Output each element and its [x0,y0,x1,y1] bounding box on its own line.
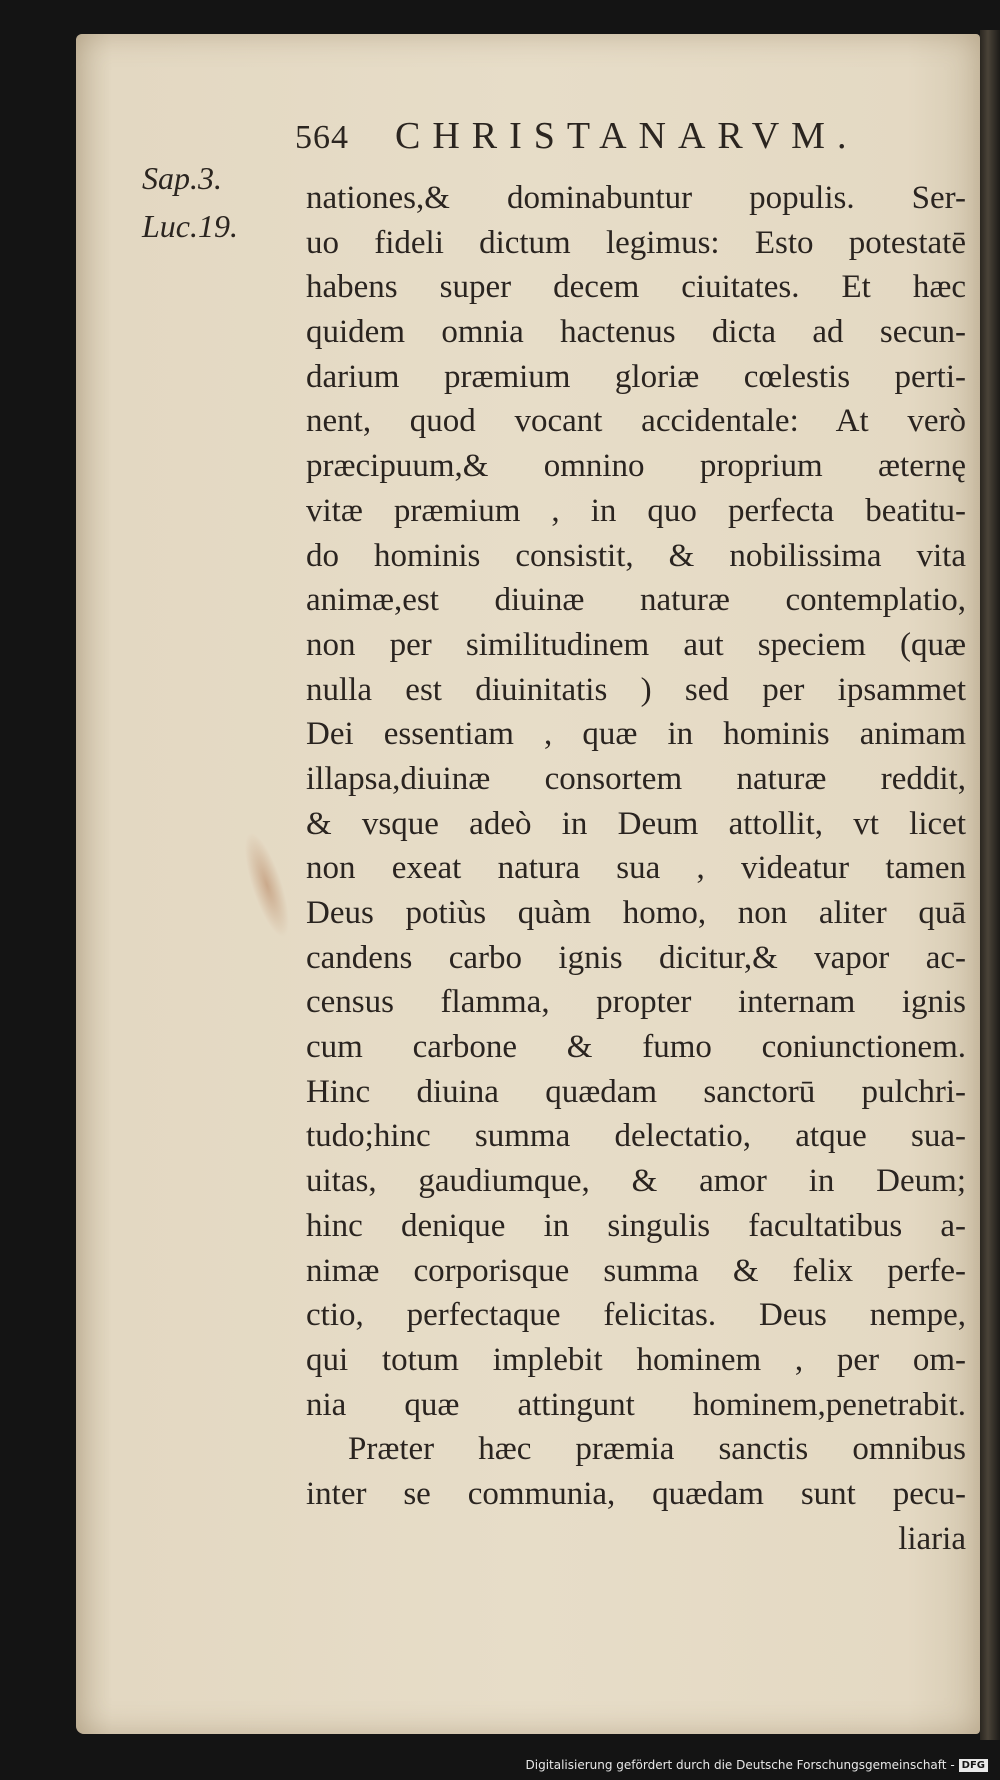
text-line: Hinc diuina quædam sanctorū pulchri- [306,1073,966,1110]
text-line: non per similitudinem aut speciem (quæ [306,626,966,663]
text-line: præcipuum,& omnino proprium æternę [306,448,966,485]
page-header [295,114,858,158]
text-line: cum carbone & fumo coniunctionem. [306,1029,966,1066]
text-line: uitas, gaudiumque, & amor in Deum; [306,1163,966,1200]
text-line: illapsa,diuinæ consortem naturæ reddit, [306,760,966,797]
text-line: quidem omnia hactenus dicta ad secun- [306,314,966,351]
text-line: darium præmium gloriæ cœlestis perti- [306,358,966,395]
text-line: vitæ præmium , in quo perfecta beatitu- [306,492,966,529]
text-line: nent, quod vocant accidentale: At verò [306,403,966,440]
text-line: uo fideli dictum legimus: Esto potestatē [306,224,966,261]
text-line: do hominis consistit, & nobilissima vita [306,537,966,574]
catchword: liaria [898,1520,966,1557]
text-line: non exeat natura sua , videatur tamen [306,850,966,887]
text-line: census flamma, propter internam ignis [306,984,966,1021]
text-line: Dei essentiam , quæ in hominis animam [306,716,966,753]
running-title: CHRISTANARVM. [395,115,859,157]
text-line: nulla est diuinitatis ) sed per ipsammet [306,671,966,708]
text-line: ctio, perfectaque felicitas. Deus nempe, [306,1297,966,1334]
text-line: animæ,est diuinæ naturæ contemplatio, [306,582,966,619]
text-line: inter se communia, quædam sunt pecu- [306,1475,966,1512]
text-line: habens super decem ciuitates. Et hæc [306,269,966,306]
text-line: qui totum implebit hominem , per om- [306,1341,966,1378]
page-edge [980,30,1000,1740]
page-number: 564 [295,119,349,156]
text-line: & vsque adeò in Deum attollit, vt licet [306,805,966,842]
text-line: tudo;hinc summa delectatio, atque sua- [306,1118,966,1155]
credit-text: Digitalisierung gefördert durch die Deutsche Forschungsgemeinschaft - [525,1758,955,1772]
text-line: candens carbo ignis dicitur,& vapor ac- [306,939,966,976]
text-line: nia quæ attingunt hominem,penetrabit. [306,1386,966,1423]
digitization-credit [526,1758,989,1772]
margin-note-luc: Luc.19. [142,208,238,244]
text-line: nationes,& dominabuntur populis. Ser- [306,180,966,216]
dfg-logo: DFG [959,1759,988,1772]
margin-note-sap: Sap.3. [142,160,222,196]
text-line: Deus potiùs quàm homo, non aliter quā [306,895,966,931]
text-line: nimæ corporisque summa & felix perfe- [306,1252,966,1289]
text-line: hinc denique in singulis facultatibus a- [306,1207,966,1244]
text-line: Præter hæc præmia sanctis omnibus [348,1431,966,1468]
body-text [306,176,966,1561]
